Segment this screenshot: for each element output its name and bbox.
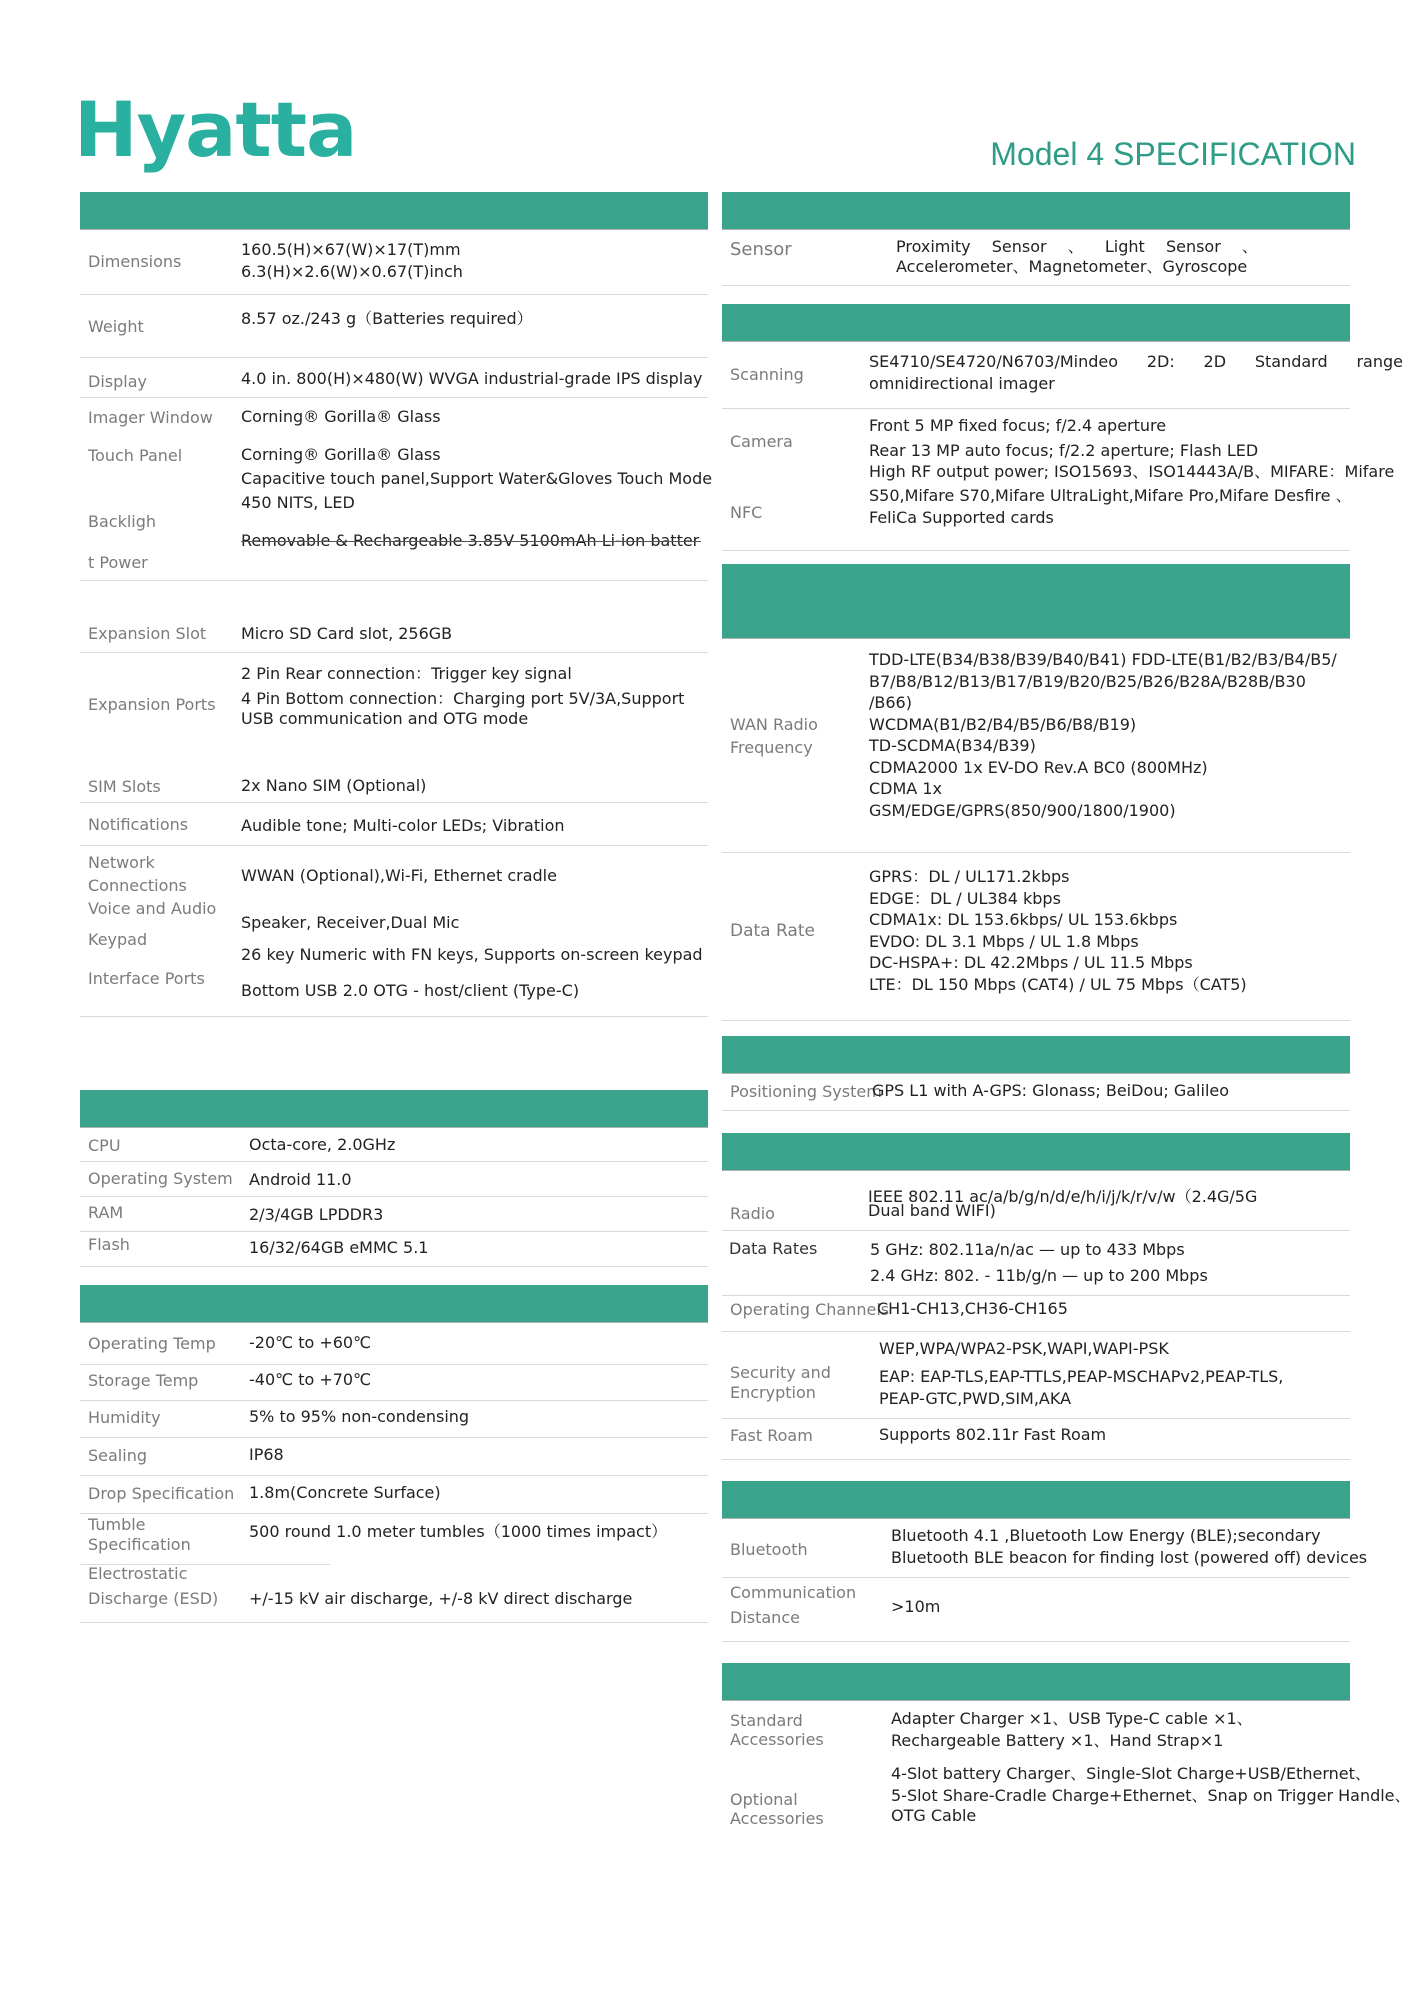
divider	[80, 1231, 708, 1232]
label-bluetooth: Bluetooth	[730, 1540, 808, 1559]
label-ram: RAM	[88, 1203, 124, 1222]
label-radio: Radio	[730, 1204, 775, 1223]
value-sensor	[896, 237, 1258, 277]
value-keypad: 26 key Numeric with FN keys, Supports on-screen keypad	[241, 945, 703, 964]
value-line: PEAP-GTC,PWD,SIM,AKA	[879, 1389, 1072, 1408]
label-display: Display	[88, 372, 147, 391]
label-sealing: Sealing	[88, 1446, 147, 1465]
value-camera	[869, 413, 1258, 463]
value-network: WWAN (Optional),Wi-Fi, Ethernet cradle	[241, 866, 557, 885]
label-line: Standard	[730, 1711, 803, 1730]
label-operating-channels: Operating Channels	[730, 1300, 890, 1319]
divider	[80, 1322, 708, 1323]
value-bluetooth	[891, 1525, 1367, 1569]
value-line: GSM/EDGE/GPRS(850/900/1800/1900)	[869, 800, 1176, 820]
value-scanning	[869, 351, 1403, 395]
value-display: 4.0 in. 800(H)×480(W) WVGA industrial-grade IPS display	[241, 369, 703, 388]
value-line: Rechargeable Battery ×1、Hand Strap×1	[891, 1731, 1224, 1750]
value-line: 2.4 GHz: 802. - 11b/g/n — up to 200 Mbps	[870, 1266, 1208, 1285]
value-line: 5 GHz: 802.11a/n/ac — up to 433 Mbps	[870, 1240, 1185, 1259]
value-expansion-slot: Micro SD Card slot, 256GB	[241, 624, 453, 643]
section-bar-physical	[80, 192, 708, 230]
section-bar-accessories	[722, 1663, 1350, 1701]
divider	[722, 1295, 1350, 1296]
value-ram: 2/3/4GB LPDDR3	[249, 1205, 384, 1224]
label-data-rate: Data Rate	[730, 921, 815, 941]
divider	[722, 1641, 1350, 1642]
value-line: WEP,WPA/WPA2-PSK,WAPI,WAPI-PSK	[879, 1339, 1169, 1358]
value-word: Light	[1104, 237, 1145, 256]
label-line: WAN Radio	[730, 715, 818, 734]
value-word: Sensor	[1165, 237, 1221, 256]
value-touch-panel	[241, 443, 712, 515]
value-word: 2D:	[1146, 352, 1175, 371]
label-security	[730, 1363, 831, 1403]
value-cpu: Octa-core, 2.0GHz	[249, 1135, 396, 1154]
section-bar-gps	[722, 1036, 1350, 1074]
label-optional-accessories	[730, 1790, 824, 1828]
value-nfc	[869, 461, 1394, 529]
divider	[80, 1622, 708, 1623]
divider	[722, 1170, 1350, 1171]
section-bar-bluetooth	[722, 1481, 1350, 1519]
label-os: Operating System	[88, 1169, 233, 1188]
label-touch-panel: Touch Panel	[88, 446, 183, 465]
value-line: USB communication and OTG mode	[241, 709, 529, 728]
divider	[722, 550, 1350, 551]
value-weight: 8.57 oz./243 g（Batteries required）	[241, 309, 533, 328]
divider	[722, 1073, 1350, 1074]
divider	[722, 1020, 1350, 1021]
label-line: Accessories	[730, 1730, 824, 1749]
label-power: t Power	[88, 553, 148, 572]
divider	[241, 541, 701, 542]
value-interface-ports: Bottom USB 2.0 OTG - host/client (Type-C)	[241, 981, 580, 1000]
value-line: B7/B8/B12/B13/B17/B19/B20/B25/B26/B28A/B28B/B30	[869, 671, 1306, 691]
divider	[80, 580, 708, 581]
label-dimensions: Dimensions	[88, 252, 182, 271]
value-operating-channels: CH1-CH13,CH36-CH165	[877, 1299, 1068, 1318]
value-sealing: IP68	[249, 1445, 284, 1464]
value-power: Removable & Rechargeable 3.85V 5100mAh Li-ion batter	[241, 531, 700, 550]
label-line: Distance	[730, 1608, 800, 1627]
value-wan-radio-frequency	[869, 649, 1337, 821]
divider	[722, 1230, 1350, 1231]
value-humidity: 5% to 95% non-condensing	[249, 1407, 470, 1426]
value-line: 5-Slot Share-Cradle Charge+Ethernet、Snap on Trigger Handle、	[891, 1786, 1411, 1805]
value-line: EAP: EAP-TLS,EAP-TTLS,PEAP-MSCHAPv2,PEAP-TLS,	[879, 1367, 1284, 1386]
divider	[80, 1127, 708, 1128]
label-esd	[88, 1561, 218, 1611]
divider	[80, 397, 708, 398]
value-line: Adapter Charger ×1、USB Type-C cable ×1、	[891, 1709, 1253, 1728]
label-expansion-ports: Expansion Ports	[88, 695, 216, 714]
label-line: Encryption	[730, 1383, 816, 1402]
value-line: CDMA 1x	[869, 779, 942, 798]
divider	[80, 1266, 708, 1267]
divider	[722, 1418, 1350, 1419]
label-sim-slots: SIM Slots	[88, 777, 161, 796]
label-interface-ports: Interface Ports	[88, 969, 205, 988]
value-line: S50,Mifare S70,Mifare UltraLight,Mifare Pro,Mifare Desfire 、	[869, 486, 1352, 505]
value-drop: 1.8m(Concrete Surface)	[249, 1483, 441, 1502]
divider	[80, 294, 708, 295]
value-fast-roam: Supports 802.11r Fast Roam	[879, 1425, 1107, 1444]
value-sim-slots: 2x Nano SIM (Optional)	[241, 776, 427, 795]
value-line: 4-Slot battery Charger、Single-Slot Charge+USB/Ethernet、	[891, 1764, 1371, 1783]
divider	[722, 1518, 1350, 1519]
label-line: Frequency	[730, 738, 813, 757]
divider	[80, 1196, 708, 1197]
label-cpu: CPU	[88, 1136, 121, 1155]
value-line: EVDO: DL 3.1 Mbps / UL 1.8 Mbps	[869, 931, 1139, 951]
value-line: IEEE 802.11 ac/a/b/g/n/d/e/h/i/j/k/r/v/w（2.4G/5G	[868, 1187, 1258, 1206]
value-voice-audio: Speaker, Receiver,Dual Mic	[241, 913, 460, 932]
value-line: GPRS：DL / UL171.2kbps	[869, 867, 1070, 886]
divider	[80, 1513, 708, 1514]
label-line: Optional	[730, 1790, 798, 1809]
value-flash: 16/32/64GB eMMC 5.1	[249, 1238, 429, 1257]
divider	[80, 1400, 708, 1401]
value-line: 450 NITS, LED	[241, 493, 355, 512]
label-communication-distance	[730, 1580, 856, 1630]
label-weight: Weight	[88, 317, 144, 336]
value-imager-window: Corning® Gorilla® Glass	[241, 407, 441, 426]
value-optional-accessories	[891, 1761, 1411, 1826]
sensor-line-1	[896, 237, 1258, 257]
label-scanning: Scanning	[730, 365, 804, 384]
value-data-rates	[870, 1237, 1208, 1289]
divider	[80, 357, 708, 358]
divider	[80, 229, 708, 230]
section-bar-performance	[80, 1090, 708, 1128]
label-tumble	[88, 1515, 191, 1555]
value-line: Corning® Gorilla® Glass	[241, 445, 441, 464]
value-line: Dual band WIFI)	[868, 1201, 996, 1220]
value-standard-accessories	[891, 1708, 1253, 1752]
divider	[722, 1110, 1350, 1111]
section-bar-wlan	[722, 1133, 1350, 1171]
value-line: Front 5 MP fixed focus; f/2.4 aperture	[869, 416, 1167, 435]
label-positioning-system: Positioning System	[730, 1082, 882, 1101]
divider	[722, 1331, 1350, 1332]
label-humidity: Humidity	[88, 1408, 161, 1427]
divider	[80, 652, 708, 653]
divider	[722, 1459, 1350, 1460]
label-line: Electrostatic	[88, 1564, 188, 1583]
value-esd: +/-15 kV air discharge, +/-8 kV direct discharge	[249, 1589, 633, 1608]
document-title: Model 4 SPECIFICATION	[990, 136, 1356, 172]
value-line: Capacitive touch panel,Support Water&Gloves Touch Mode	[241, 469, 713, 488]
value-operating-temp: -20℃ to +60℃	[249, 1333, 372, 1352]
label-standard-accessories	[730, 1711, 824, 1749]
value-line: LTE：DL 150 Mbps (CAT4) / UL 75 Mbps（CAT5)	[869, 974, 1247, 994]
value-communication-distance: >10m	[891, 1597, 941, 1616]
value-expansion-ports	[241, 664, 684, 729]
value-word: Proximity	[896, 237, 971, 256]
label-network	[88, 851, 187, 897]
value-word: 2D	[1203, 352, 1227, 371]
value-dimensions	[241, 239, 463, 283]
value-storage-temp: -40℃ to +70℃	[249, 1370, 372, 1389]
label-backlight: Backligh	[88, 512, 157, 531]
value-line: 160.5(H)×67(W)×17(T)mm	[241, 240, 461, 259]
label-expansion-slot: Expansion Slot	[88, 624, 207, 643]
divider	[80, 1475, 708, 1476]
value-positioning-system: GPS L1 with A-GPS: Glonass; BeiDou; Galileo	[872, 1081, 1230, 1100]
label-keypad: Keypad	[88, 930, 148, 949]
label-storage-temp: Storage Temp	[88, 1371, 199, 1390]
value-notifications: Audible tone; Multi-color LEDs; Vibration	[241, 816, 565, 835]
value-line: High RF output power; ISO15693、ISO14443A/B、MIFARE：Mifare	[869, 462, 1395, 481]
value-line: 2 Pin Rear connection：Trigger key signal	[241, 664, 572, 683]
value-line: Rear 13 MP auto focus; f/2.2 aperture; Flash LED	[869, 441, 1259, 460]
divider	[722, 852, 1350, 853]
value-line: Bluetooth 4.1 ,Bluetooth Low Energy (BLE);secondary	[891, 1526, 1321, 1545]
label-notifications: Notifications	[88, 815, 189, 834]
label-voice-audio: Voice and Audio	[88, 899, 217, 918]
value-os: Android 11.0	[249, 1170, 352, 1189]
divider	[80, 1161, 708, 1162]
label-fast-roam: Fast Roam	[730, 1426, 813, 1445]
value-word: Sensor	[991, 237, 1047, 256]
label-drop: Drop Specification	[88, 1484, 235, 1503]
section-bar-sensors	[722, 192, 1350, 230]
value-line: TD-SCDMA(B34/B39)	[869, 736, 1036, 755]
divider	[722, 285, 1350, 286]
divider	[722, 341, 1350, 342]
value-word: 、	[1067, 237, 1084, 256]
section-bar-environment	[80, 1285, 708, 1323]
label-line: Security and	[730, 1363, 831, 1382]
brand-logo: Hyatta	[74, 85, 357, 174]
value-radio	[868, 1187, 1258, 1220]
value-line: Accelerometer、Magnetometer、Gyroscope	[896, 257, 1248, 276]
value-line: EDGE：DL / UL384 kbps	[869, 888, 1061, 908]
scanning-line-1	[869, 351, 1403, 373]
value-word: range	[1356, 352, 1403, 371]
label-camera: Camera	[730, 432, 793, 451]
label-line: Discharge (ESD)	[88, 1589, 219, 1608]
value-line: omnidirectional imager	[869, 374, 1055, 393]
value-line: TDD-LTE(B34/B38/B39/B40/B41) FDD-LTE(B1/B2/B3/B4/B5/	[869, 650, 1337, 669]
label-line: Network	[88, 853, 155, 872]
value-line: CDMA2000 1x EV-DO Rev.A BC0 (800MHz)	[869, 757, 1208, 777]
label-sensor: Sensor	[730, 239, 792, 260]
value-security	[879, 1338, 1283, 1410]
value-line: DC-HSPA+: DL 42.2Mbps / UL 11.5 Mbps	[869, 953, 1193, 972]
label-imager-window: Imager Window	[88, 408, 213, 427]
value-word: 、	[1241, 237, 1258, 256]
label-data-rates: Data Rates	[729, 1239, 818, 1258]
label-operating-temp: Operating Temp	[88, 1334, 216, 1353]
section-bar-data-capture	[722, 304, 1350, 342]
label-line: Tumble	[88, 1515, 146, 1534]
label-line: Accessories	[730, 1809, 824, 1828]
value-line: 6.3(H)×2.6(W)×0.67(T)inch	[241, 262, 463, 281]
value-line: WCDMA(B1/B2/B4/B5/B6/B8/B19)	[869, 714, 1137, 734]
section-bar-wwan	[722, 564, 1350, 638]
divider	[722, 229, 1350, 230]
label-flash: Flash	[88, 1235, 130, 1254]
label-line: Connections	[88, 876, 187, 895]
value-word: SE4710/SE4720/N6703/Mindeo	[869, 352, 1119, 371]
label-wan-radio-frequency	[730, 713, 818, 759]
divider	[80, 845, 708, 846]
value-line: 4 Pin Bottom connection：Charging port 5V/3A,Support	[241, 689, 685, 708]
divider	[722, 1577, 1350, 1578]
divider	[80, 1437, 708, 1438]
label-line: Specification	[88, 1535, 191, 1554]
divider	[722, 1700, 1350, 1701]
divider	[722, 408, 1350, 409]
divider	[80, 1016, 708, 1017]
value-data-rate	[869, 866, 1247, 995]
divider	[722, 638, 1350, 639]
divider	[80, 802, 708, 803]
label-nfc: NFC	[730, 503, 763, 522]
label-line: Communication	[730, 1583, 857, 1602]
value-line: Bluetooth BLE beacon for finding lost (powered off) devices	[891, 1548, 1368, 1567]
value-line: CDMA1x: DL 153.6kbps/ UL 153.6kbps	[869, 910, 1178, 929]
value-word: Standard	[1254, 352, 1328, 371]
value-line: FeliCa Supported cards	[869, 508, 1054, 527]
value-tumble: 500 round 1.0 meter tumbles（1000 times impact）	[249, 1522, 668, 1541]
value-line: OTG Cable	[891, 1806, 977, 1825]
divider	[80, 1364, 708, 1365]
value-line: /B66)	[869, 693, 912, 712]
